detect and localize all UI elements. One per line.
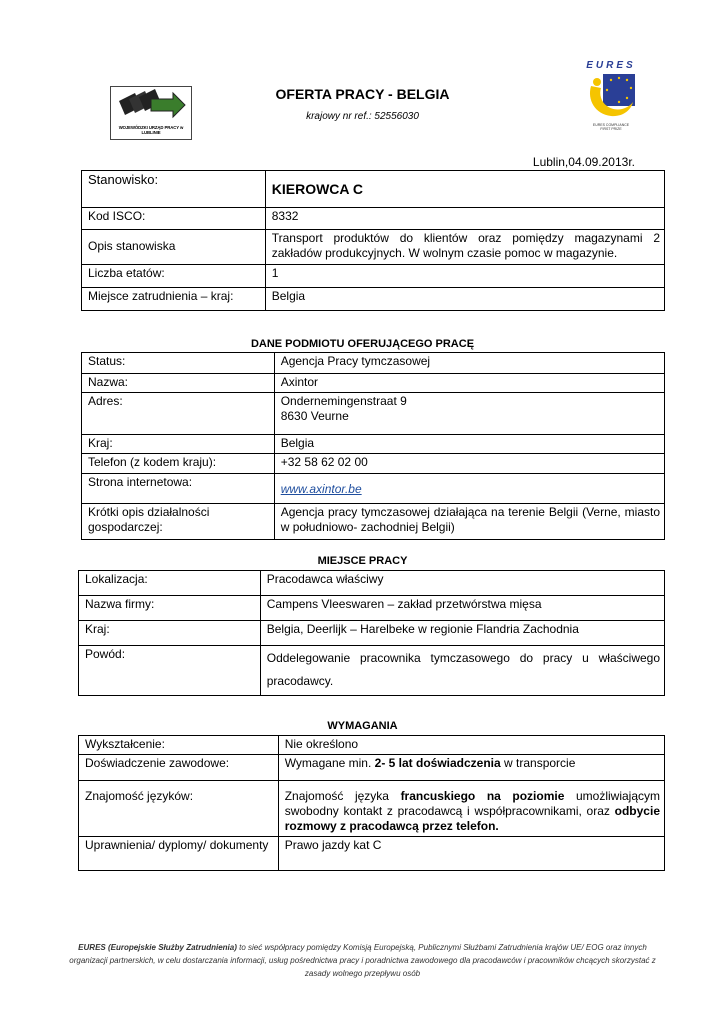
table-row — [82, 393, 665, 435]
value-wyksztalcenie: Nie określono — [278, 736, 664, 755]
table-row — [82, 374, 665, 393]
label-opis-dzialalnosci: Krótki opis działalności gospodarczej: — [82, 504, 275, 540]
website-link[interactable]: www.axintor.be — [280, 482, 362, 496]
label-opis: Opis stanowiska — [82, 230, 266, 265]
value-nazwa: Axintor — [274, 374, 664, 393]
address-line: Ondernemingenstraat 9 — [280, 394, 407, 408]
label-wyksztalcenie: Wykształcenie: — [79, 736, 279, 755]
table-row — [82, 504, 665, 540]
value-telefon: +32 58 62 02 00 — [274, 454, 664, 474]
workplace-table — [78, 570, 665, 696]
footer-note — [60, 941, 665, 980]
value-lokalizacja: Pracodawca właściwy — [260, 571, 664, 596]
employer-heading: DANE PODMIOTU OFERUJĄCEGO PRACĘ — [250, 338, 475, 350]
table-row — [82, 474, 665, 504]
text-span: Znajomość języka — [284, 789, 401, 803]
table-row — [79, 571, 665, 596]
table-row — [82, 265, 665, 288]
label-firma: Nazwa firmy: — [79, 596, 261, 621]
value-kraj: Belgia — [274, 435, 664, 454]
value-adres — [274, 393, 664, 435]
value-jezyki — [278, 781, 664, 837]
label-etaty: Liczba etatów: — [82, 265, 266, 288]
label-powod: Powód: — [79, 646, 261, 696]
label-adres: Adres: — [82, 393, 275, 435]
label-kraj: Kraj: — [82, 435, 275, 454]
table-row — [82, 454, 665, 474]
value-powod: Oddelegowanie pracownika tymczasowego do pracy u właściwego pracodawcy. — [260, 646, 664, 696]
requirements-table — [78, 735, 665, 871]
table-row — [79, 621, 665, 646]
table-row — [79, 736, 665, 755]
value-isco: 8332 — [265, 208, 664, 230]
value-opis-dzialalnosci: Agencja pracy tymczasowej działająca na terenie Belgii (Verne, miasto w południowo- zachodniej Belgii) — [274, 504, 664, 540]
employer-table — [81, 352, 665, 540]
table-row — [82, 208, 665, 230]
text-span: Wymagane min. — [284, 756, 375, 770]
label-doswiadczenie: Doświadczenie zawodowe: — [79, 755, 279, 781]
value-firma: Campens Vleeswaren – zakład przetwórstwa mięsa — [260, 596, 664, 621]
date: Lublin,04.09.2013r. — [532, 155, 635, 169]
footer-bold: EURES (Europejskie Służby Zatrudnienia) — [78, 943, 237, 952]
table-row — [79, 646, 665, 696]
table-row — [82, 288, 665, 311]
address-line: 8630 Veurne — [280, 409, 349, 423]
label-stanowisko: Stanowisko: — [82, 171, 266, 208]
eures-slogan: EURES COMPLIANCE FIRST PRIZE — [592, 123, 630, 131]
table-row — [79, 837, 665, 871]
table-row — [79, 596, 665, 621]
page-title: OFERTA PRACY - BELGIA — [275, 86, 450, 102]
label-kraj-pracy: Kraj: — [79, 621, 261, 646]
reference-number: krajowy nr ref.: 52556030 — [306, 111, 419, 122]
label-lokalizacja: Lokalizacja: — [79, 571, 261, 596]
text-bold: francuskiego na poziomie — [400, 789, 565, 803]
footer-text: to sieć współpracy pomiędzy Komisją Europejską, Publicznymi Służbami Zatrudnienia krajów UE/ EOG oraz innych organizacji partnerskich, w celu dostarczania informacji, usług pośrednictwa pracy i poradnictwa zawodowego dla pracodawców i pracowników chcących skorzystać z zasady wolnego przepływu osób — [69, 943, 656, 978]
value-status: Agencja Pracy tymczasowej — [274, 353, 664, 374]
table-row — [82, 230, 665, 265]
logo-left-text: WOJEWÓDZKI URZĄD PRACY w LUBLINIE — [118, 125, 184, 135]
value-stanowisko: KIEROWCA C — [265, 171, 664, 208]
table-row — [79, 781, 665, 837]
label-miejsce: Miejsce zatrudnienia – kraj: — [82, 288, 266, 311]
value-uprawnienia: Prawo jazdy kat C — [278, 837, 664, 871]
text-span: umożliwiającym swobodny kontakt z pracodawcą i współpracownikami, oraz — [284, 789, 660, 818]
table-row — [79, 755, 665, 781]
requirements-heading: WYMAGANIA — [327, 720, 398, 732]
value-etaty: 1 — [265, 265, 664, 288]
position-table — [81, 170, 665, 311]
table-row — [82, 171, 665, 208]
value-miejsce: Belgia — [265, 288, 664, 311]
label-isco: Kod ISCO: — [82, 208, 266, 230]
value-doswiadczenie — [278, 755, 664, 781]
eures-logo-label: EURES — [586, 60, 636, 71]
table-row — [82, 435, 665, 454]
text-bold: 2- 5 lat doświadczenia — [374, 756, 501, 770]
label-telefon: Telefon (z kodem kraju): — [82, 454, 275, 474]
workplace-heading: MIEJSCE PRACY — [317, 555, 408, 567]
label-status: Status: — [82, 353, 275, 374]
label-jezyki: Znajomość języków: — [79, 781, 279, 837]
text-bold: odbycie rozmowy z pracodawcą przez telefon. — [284, 804, 660, 833]
value-kraj-pracy: Belgia, Deerlijk – Harelbeke w regionie Flandria Zachodnia — [260, 621, 664, 646]
label-www: Strona internetowa: — [82, 474, 275, 504]
text-span: w transporcie — [500, 756, 576, 770]
value-opis: Transport produktów do klientów oraz pomiędzy magazynami 2 zakładów produkcyjnych. W wolnym czasie pomoc w magazynie. — [265, 230, 664, 265]
label-nazwa: Nazwa: — [82, 374, 275, 393]
label-uprawnienia: Uprawnienia/ dyplomy/ dokumenty — [79, 837, 279, 871]
table-row — [82, 353, 665, 374]
